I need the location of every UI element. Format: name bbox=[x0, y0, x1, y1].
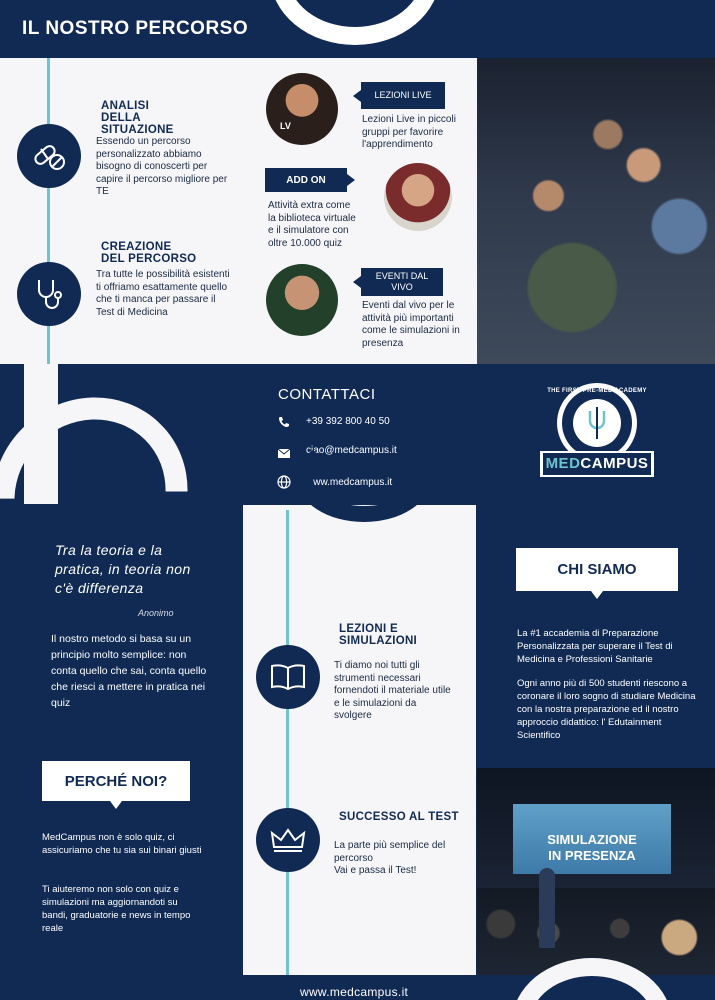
screen-line-1: SIMULAZIONE bbox=[547, 832, 637, 847]
about-text-1: La #1 accademia di Preparazione Personalizzata per superare il Test di Medicina e Professioni Sanitarie bbox=[517, 628, 673, 665]
step1-title: ANALISI DELLA SITUAZIONE bbox=[101, 100, 174, 136]
middle-ring-decoration bbox=[297, 434, 431, 522]
middle-column bbox=[243, 505, 476, 975]
globe-icon bbox=[277, 475, 291, 494]
classroom-photo bbox=[477, 58, 715, 364]
email-address[interactable]: ciao@medcampus.it bbox=[306, 445, 397, 456]
white-bar-decoration bbox=[24, 364, 58, 504]
teacher-photo-1 bbox=[266, 73, 338, 145]
middle-step2-text: La parte più semplice del percorso Vai e passa il Test! bbox=[334, 840, 446, 876]
footer-url[interactable]: www.medcampus.it bbox=[300, 985, 409, 999]
method-text: Il nostro metodo si basa su un principio molto semplice: non conta quello che sai, conta quello che riesci a mettere in pratica nei quiz bbox=[51, 633, 207, 709]
why-us-box bbox=[42, 761, 190, 801]
logo-brand-b: CAMPUS bbox=[580, 455, 649, 472]
middle-timeline-line bbox=[286, 510, 289, 975]
events-text: Eventi dal vivo per le attività più importanti come le simulazioni in presenza bbox=[362, 300, 460, 349]
live-text: Lezioni Live in piccoli gruppi per favorire l'apprendimento bbox=[362, 114, 456, 150]
about-text-2: Ogni anno più di 500 studenti riescono a coronare il loro sogno di studiare Medicina con la nostra preparazione ed il nostro approccio didattico: l' Edutainment Scientifico bbox=[517, 678, 696, 741]
crown-icon bbox=[256, 808, 320, 872]
screen-line-2: IN PRESENZA bbox=[548, 848, 636, 863]
middle-step1-title: LEZIONI E SIMULAZIONI bbox=[339, 623, 418, 647]
quote-author: Anonimo bbox=[138, 608, 174, 618]
event-photo bbox=[477, 768, 715, 975]
tag-eventi-dal-vivo: EVENTI DAL VIVO bbox=[361, 268, 443, 296]
step1-text: Essendo un percorso personalizzato abbiamo bisogno di conoscerti per capire il percorso migliore per TE bbox=[96, 136, 228, 197]
why-text-1: MedCampus non è solo quiz, ci assicuriamo che tu sia sui binari giusti bbox=[42, 832, 202, 856]
quote-text: Tra la teoria e la pratica, in teoria non c'è differenza bbox=[55, 542, 191, 596]
teacher-photo-2 bbox=[384, 163, 452, 231]
stethoscope-icon bbox=[17, 262, 81, 326]
tag-lezioni-live: LEZIONI LIVE bbox=[361, 82, 445, 109]
logo-brand bbox=[543, 455, 651, 472]
website-link[interactable]: www.medcampus.it bbox=[306, 477, 393, 488]
email-icon bbox=[278, 446, 290, 464]
middle-step1-text: Ti diamo noi tutti gli strumenti necessari fornendoti il materiale utile e le simulazioni da svolgere bbox=[334, 660, 451, 721]
medcampus-logo bbox=[538, 381, 656, 481]
pills-icon bbox=[17, 124, 81, 188]
why-text-2: Ti aiuteremo non solo con quiz e simulazioni ma aggiornandoti su bandi, graduatorie e news in tempo reale bbox=[42, 884, 191, 934]
speaker-figure bbox=[539, 868, 555, 948]
about-box bbox=[516, 548, 678, 591]
tag-add-on: ADD ON bbox=[265, 168, 347, 192]
teacher-photo-3 bbox=[266, 264, 338, 336]
page-title: IL NOSTRO PERCORSO bbox=[22, 18, 249, 39]
phone-number[interactable]: +39 392 800 40 50 bbox=[306, 416, 390, 427]
addon-text: Attività extra come la biblioteca virtuale e il simulatore con oltre 10.000 quiz bbox=[268, 200, 356, 249]
book-icon bbox=[256, 645, 320, 709]
step2-text: Tra tutte le possibilità esistenti ti offriamo esattamente quello che ti manca per passare il Test di Medicina bbox=[96, 269, 230, 318]
logo-brand-a: MED bbox=[545, 455, 581, 472]
step2-title: CREAZIONE DEL PERCORSO bbox=[101, 241, 197, 265]
contact-title: CONTATTACI bbox=[278, 386, 376, 403]
phone-icon bbox=[278, 415, 290, 433]
event-screen bbox=[513, 804, 671, 874]
logo-ring-text: THE FIRST PRE-MED ACADEMY bbox=[547, 388, 647, 394]
middle-step2-title: SUCCESSO AL TEST bbox=[339, 811, 459, 823]
photo-initials: LV bbox=[280, 121, 291, 131]
why-us-title: PERCHÉ NOI? bbox=[64, 772, 168, 790]
about-title: CHI SIAMO bbox=[557, 561, 637, 578]
